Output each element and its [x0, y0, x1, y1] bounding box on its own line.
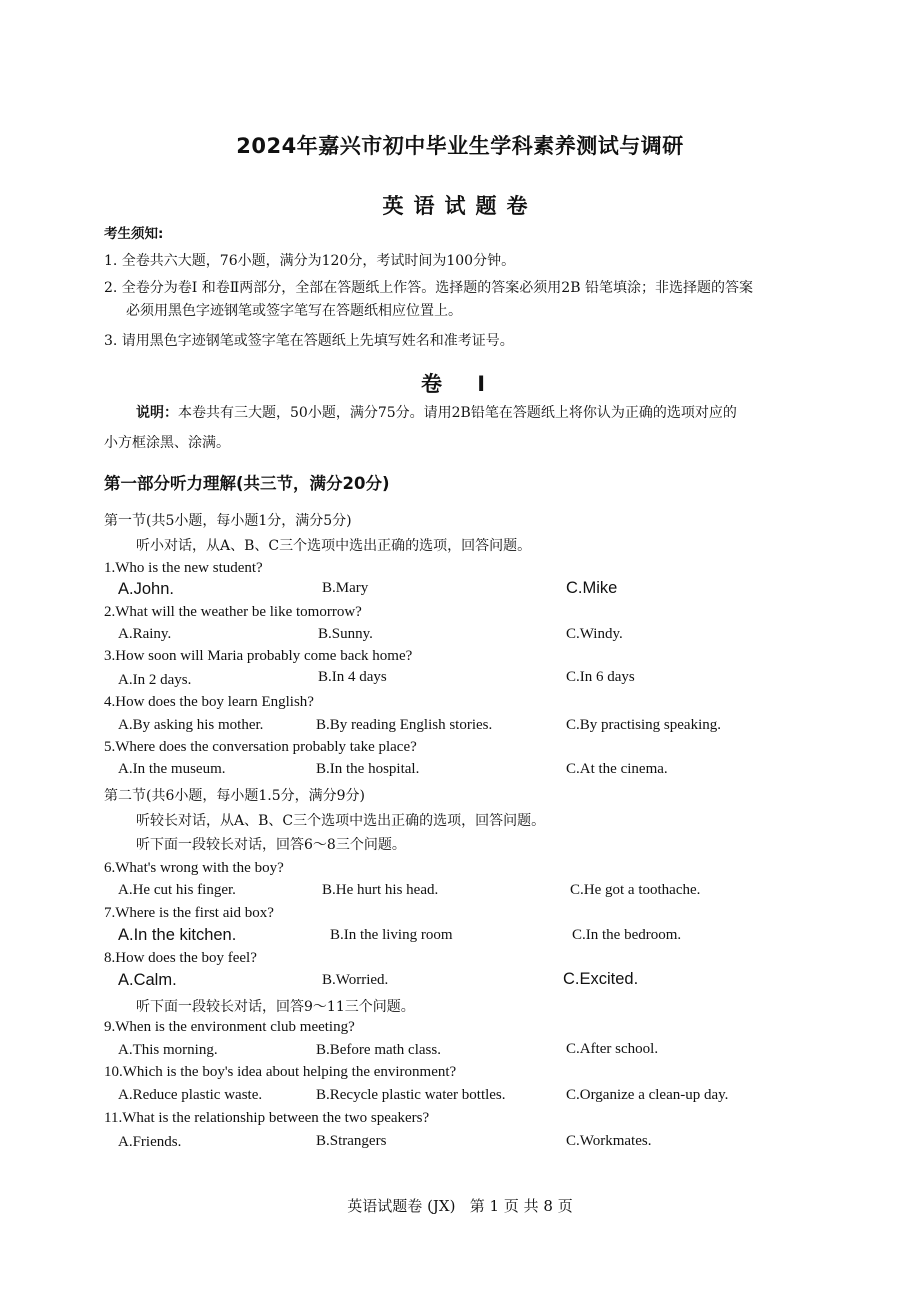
- question-text: 4.How does the boy learn English?: [104, 694, 314, 710]
- question-text: 9.When is the environment club meeting?: [104, 1019, 355, 1035]
- option-a: A.In the museum.: [118, 761, 226, 777]
- sub-instruction: 听下面一段较长对话，回答6～8三个问题。: [136, 837, 406, 853]
- section-title: 第一节(共5小题，每小题1分，满分5分): [104, 513, 352, 529]
- page-title: 2024年嘉兴市初中毕业生学科素养测试与调研: [236, 134, 684, 158]
- option-a: A.John.: [118, 580, 174, 598]
- question-text: 1.Who is the new student?: [104, 560, 263, 576]
- question-text: 11.What is the relationship between the two speakers?: [104, 1110, 430, 1126]
- page-footer: 英语试题卷 (JX) 第 1 页 共 8 页: [347, 1197, 573, 1215]
- option-a: A.He cut his finger.: [118, 882, 236, 898]
- option-a: A.In 2 days.: [118, 672, 192, 688]
- question-text: 5.Where does the conversation probably take place?: [104, 739, 417, 755]
- explain-line-2: 小方框涂黑、涂满。: [104, 435, 230, 451]
- option-c: C.Windy.: [566, 626, 623, 642]
- option-c: C.Workmates.: [566, 1133, 652, 1149]
- sub-instruction: 听下面一段较长对话，回答9～11三个问题。: [136, 999, 415, 1015]
- section-instruction: 听较长对话，从A、B、C三个选项中选出正确的选项，回答问题。: [136, 813, 546, 829]
- option-c: C.In the bedroom.: [572, 927, 682, 943]
- option-b: B.In 4 days: [318, 669, 387, 685]
- explain-text: 本卷共有三大题，50小题，满分75分。请用2B铅笔在答题纸上将你认为正确的选项对应的: [178, 405, 737, 421]
- section-title: 第二节(共6小题，每小题1.5分，满分9分): [104, 788, 366, 804]
- notice-item: 1. 全卷共六大题，76小题，满分为120分，考试时间为100分钟。: [104, 253, 516, 269]
- paper-subtitle: 英语试题卷: [382, 194, 538, 218]
- question-text: 8.How does the boy feel?: [104, 950, 257, 966]
- option-c: C.Excited.: [563, 970, 639, 988]
- explain-label: 说明：: [136, 405, 178, 421]
- option-b: B.Sunny.: [318, 626, 373, 642]
- notice-heading: 考生须知:: [104, 226, 164, 242]
- option-b: B.In the hospital.: [316, 761, 420, 777]
- question-text: 10.Which is the boy's idea about helping the environment?: [104, 1064, 457, 1080]
- option-a: A.Calm.: [118, 971, 177, 989]
- option-b: B.Mary: [322, 580, 369, 596]
- option-b: B.Recycle plastic water bottles.: [316, 1087, 506, 1103]
- option-a: A.By asking his mother.: [118, 717, 264, 733]
- question-text: 7.Where is the first aid box?: [104, 905, 274, 921]
- option-a: A.Rainy.: [118, 626, 172, 642]
- option-a: A.Reduce plastic waste.: [118, 1087, 263, 1103]
- option-b: B.He hurt his head.: [322, 882, 439, 898]
- option-c: C.Organize a clean-up day.: [566, 1087, 729, 1103]
- option-b: B.Worried.: [322, 972, 389, 988]
- section-instruction: 听小对话，从A、B、C三个选项中选出正确的选项，回答问题。: [136, 538, 532, 554]
- option-a: A.In the kitchen.: [118, 926, 237, 944]
- question-text: 2.What will the weather be like tomorrow?: [104, 604, 362, 620]
- option-b: B.By reading English stories.: [316, 717, 493, 733]
- question-text: 3.How soon will Maria probably come back home?: [104, 648, 413, 664]
- notice-item: 3. 请用黑色字迹钢笔或签字笔在答题纸上先填写姓名和准考证号。: [104, 333, 514, 349]
- option-c: C.By practising speaking.: [566, 717, 721, 733]
- notice-item: 2. 全卷分为卷I 和卷Ⅱ两部分，全部在答题纸上作答。选择题的答案必须用2B 铅笔填涂；非选择题的答案: [104, 280, 753, 296]
- explain-line: [136, 402, 737, 422]
- option-a: A.Friends.: [118, 1134, 182, 1150]
- option-c: C.He got a toothache.: [570, 882, 701, 898]
- option-c: C.After school.: [566, 1041, 659, 1057]
- question-text: 6.What's wrong with the boy?: [104, 860, 284, 876]
- volume-heading: 卷 I: [420, 372, 500, 396]
- notice-item: 必须用黑色字迹钢笔或签字笔写在答题纸相应位置上。: [126, 303, 462, 319]
- option-c: C.At the cinema.: [566, 761, 668, 777]
- option-a: A.This morning.: [118, 1042, 218, 1058]
- option-c: C.Mike: [566, 579, 618, 597]
- option-b: B.Before math class.: [316, 1042, 441, 1058]
- option-b: B.Strangers: [316, 1133, 387, 1149]
- option-b: B.In the living room: [330, 927, 453, 943]
- option-c: C.In 6 days: [566, 669, 635, 685]
- part-heading: 第一部分听力理解(共三节，满分20分): [104, 474, 390, 493]
